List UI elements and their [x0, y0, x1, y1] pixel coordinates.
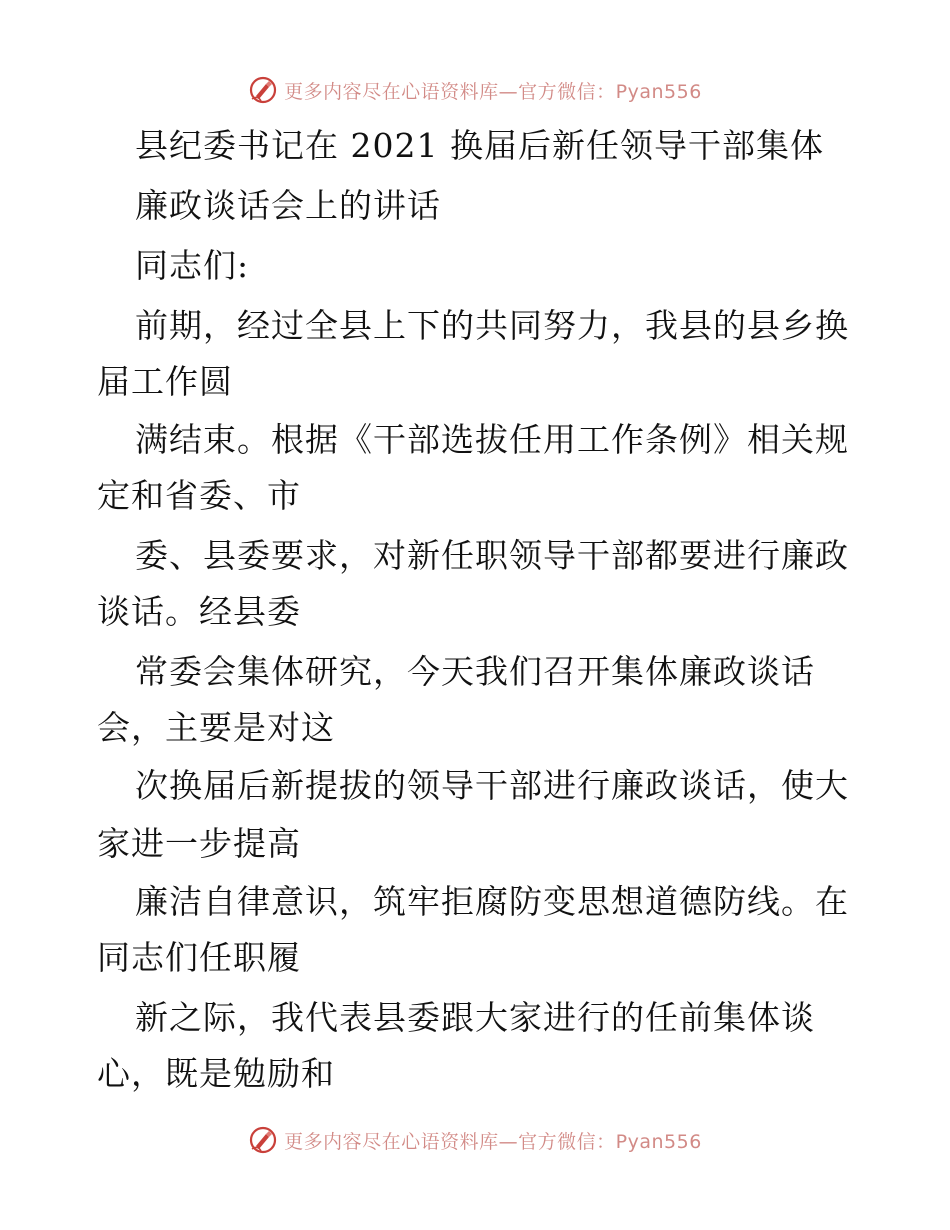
body-line: 定和省委、市	[97, 476, 301, 515]
header-banner-text: 更多内容尽在心语资料库—官方微信：Pyan556	[284, 80, 702, 103]
title-line-1: 县纪委书记在 2021 换届后新任领导干部集体	[135, 126, 824, 165]
body-line: 满结束。根据《干部选拔任用工作条例》相关规	[135, 420, 849, 459]
body-line: 心，既是勉励和	[97, 1054, 335, 1093]
salutation: 同志们:	[135, 246, 250, 285]
footer-banner-text: 更多内容尽在心语资料库—官方微信：Pyan556	[284, 1130, 702, 1153]
body-line: 届工作圆	[97, 362, 233, 401]
body-line: 廉洁自律意识，筑牢拒腐防变思想道德防线。在	[135, 882, 849, 921]
body-line: 次换届后新提拔的领导干部进行廉政谈话，使大	[135, 766, 849, 805]
footer-banner	[0, 1120, 950, 1160]
body-line: 常委会集体研究，今天我们召开集体廉政谈话	[135, 652, 815, 691]
body-line: 家进一步提高	[97, 824, 301, 863]
body-line: 前期，经过全县上下的共同努力，我县的县乡换	[135, 306, 849, 345]
body-line: 同志们任职履	[97, 938, 301, 977]
body-line: 谈话。经县委	[97, 592, 301, 631]
body-line: 新之际，我代表县委跟大家进行的任前集体谈	[135, 998, 815, 1037]
body-line: 会，主要是对这	[97, 708, 335, 747]
title-line-2: 廉政谈话会上的讲话	[135, 186, 441, 225]
pen-logo-icon	[248, 1125, 278, 1155]
body-line: 委、县委要求，对新任职领导干部都要进行廉政	[135, 536, 849, 575]
